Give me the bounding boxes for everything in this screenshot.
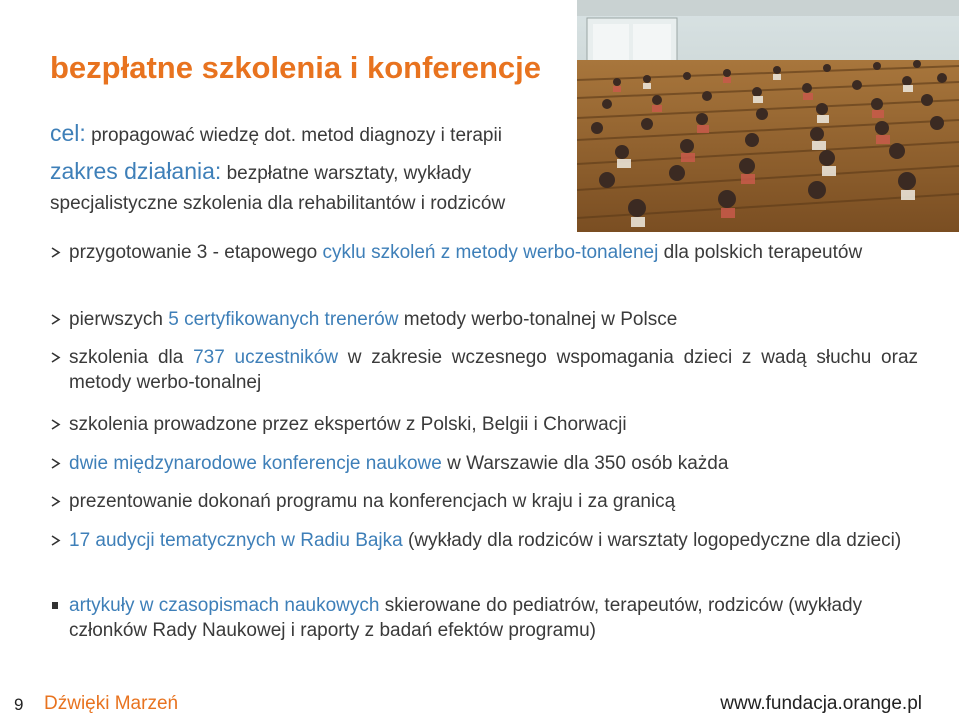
highlighted-text: cyklu szkoleń z metody werbo-tonalenej (322, 242, 659, 263)
bullet-item-2 (50, 307, 918, 332)
page-number: 9 (14, 695, 24, 714)
highlighted-text: 17 audycji tematycznych w Radiu Bajka (69, 530, 403, 551)
arrow-bullet-icon (50, 489, 62, 514)
bullet-item-5 (50, 451, 918, 476)
arrow-bullet-icon (50, 307, 62, 332)
slide-title: bezpłatne szkolenia i konferencje (50, 50, 541, 85)
text-part: metody werbo-tonalnej w Polsce (398, 309, 678, 330)
text-part: przygotowanie 3 - etapowego (69, 242, 323, 263)
square-bullet-icon (50, 593, 62, 618)
arrow-bullet-icon (50, 451, 62, 476)
lecture-hall-photo (577, 0, 959, 232)
text-part: szkolenia dla (69, 347, 194, 368)
highlighted-text: 5 certyfikowanych trenerów (168, 309, 399, 330)
arrow-bullet-icon (50, 345, 62, 370)
scope-line-2: specjalistyczne szkolenia dla rehabilitantów i rodziców (50, 193, 506, 214)
arrow-bullet-icon (50, 528, 62, 553)
text-part: szkolenia prowadzone przez ekspertów z Polski, Belgii i Chorwacji (69, 414, 627, 435)
text-part: w Warszawie dla 350 osób każda (441, 453, 729, 474)
highlighted-text: artykuły w czasopismach naukowych (69, 595, 380, 616)
footer-url: www.fundacja.orange.pl (720, 693, 922, 714)
arrow-bullet-icon (50, 240, 62, 265)
text-part: pierwszych (69, 309, 169, 330)
bullet-item-3 (50, 345, 918, 395)
scope-key: zakres działania: (50, 158, 222, 184)
text-part: skierowane do pediatrów, terapeutów, rodziców (wykłady członków Rady Naukowej i raporty z badań efektów programu) (69, 595, 863, 641)
highlighted-text: 737 uczestników (193, 347, 339, 368)
highlighted-text: dwie międzynarodowe konferencje naukowe (69, 453, 442, 474)
bullet-item-6 (50, 489, 918, 514)
bullet-item-4 (50, 412, 918, 437)
goal-line (50, 120, 575, 147)
bullet-item-8 (50, 593, 918, 643)
scope-line (50, 158, 575, 185)
goal-key: cel: (50, 120, 86, 146)
text-part: dla polskich terapeutów (658, 242, 863, 263)
goal-text: propagować wiedzę dot. metod diagnozy i terapii (85, 125, 502, 146)
text-part: (wykłady dla rodziców i warsztaty logopedyczne dla dzieci) (402, 530, 902, 551)
arrow-bullet-icon (50, 412, 62, 437)
scope-text: bezpłatne warsztaty, wykłady (221, 163, 472, 184)
bullet-item-1 (50, 240, 918, 265)
bullet-item-7 (50, 528, 918, 553)
text-part: w zakresie wczesnego wspomagania dzieci z wadą słuchu oraz metody werbo-tonalnej (69, 347, 919, 393)
footer-brand: Dźwięki Marzeń (44, 693, 179, 714)
text-part: prezentowanie dokonań programu na konferencjach w kraju i za granicą (69, 491, 676, 512)
